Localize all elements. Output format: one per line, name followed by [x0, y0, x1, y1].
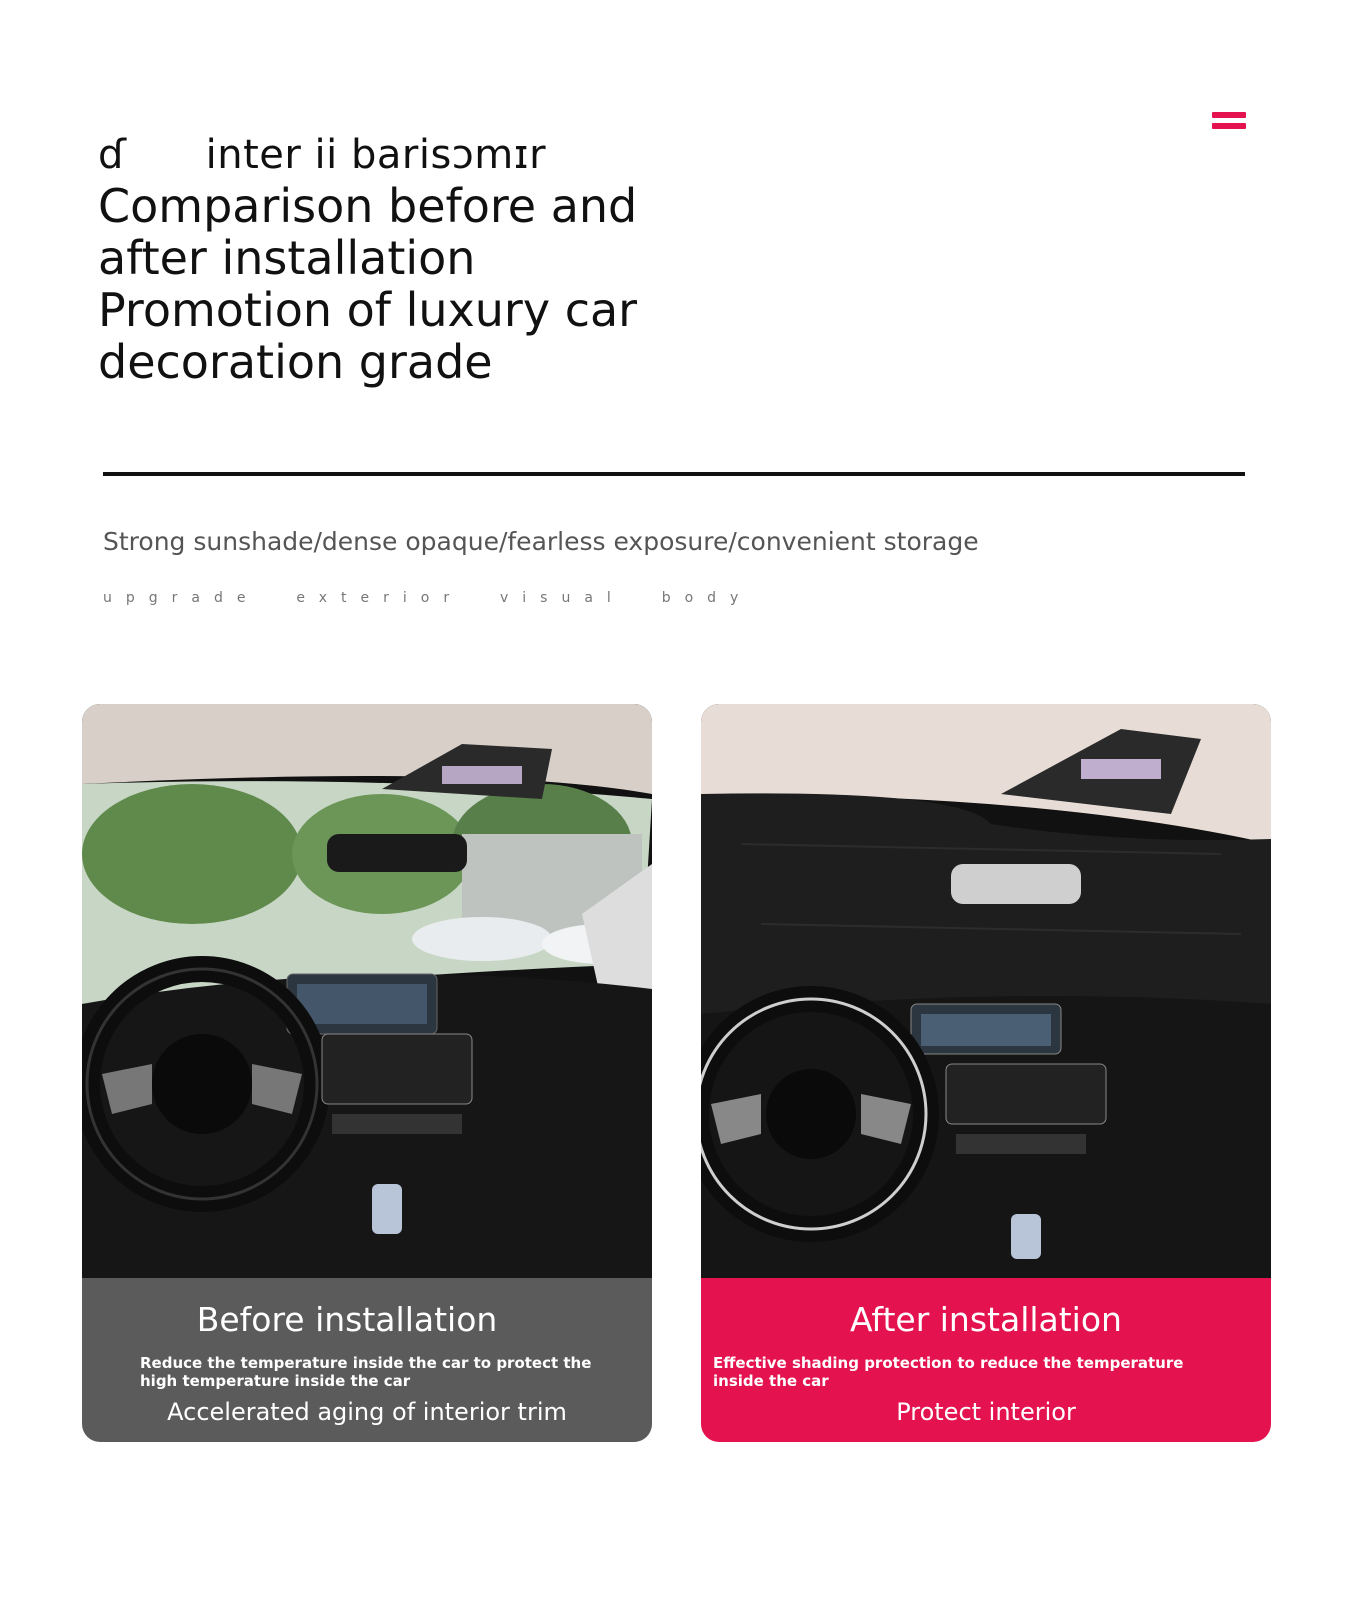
before-photo: [82, 704, 652, 1278]
divider: [103, 472, 1245, 476]
before-panel: [82, 1278, 652, 1442]
heading: [98, 130, 798, 388]
subtag-text: upgrade exterior visual body: [103, 590, 753, 606]
after-desc: Effective shading protection to reduce the temperature inside the car: [713, 1354, 1184, 1390]
heading-line: Promotion of luxury car: [98, 283, 638, 337]
heading-line: after installation: [98, 231, 476, 285]
before-foot: Accelerated aging of interior trim: [167, 1398, 567, 1426]
features-text: Strong sunshade/dense opaque/fearless exposure/convenient storage: [103, 527, 979, 556]
menu-icon[interactable]: [1212, 112, 1246, 140]
after-foot: Protect interior: [896, 1398, 1076, 1426]
heading-garbled: ɗ inter ii barisɔmɪr: [98, 132, 547, 178]
after-panel: [701, 1278, 1271, 1442]
heading-line: decoration grade: [98, 335, 493, 389]
after-title: After installation: [850, 1300, 1122, 1339]
after-photo: [701, 704, 1271, 1278]
before-desc: Reduce the temperature inside the car to protect the high temperature inside the car: [140, 1354, 592, 1390]
before-card: [82, 704, 652, 1442]
before-title: Before installation: [196, 1300, 498, 1339]
heading-line: Comparison before and: [98, 179, 638, 233]
after-card: [701, 704, 1271, 1442]
